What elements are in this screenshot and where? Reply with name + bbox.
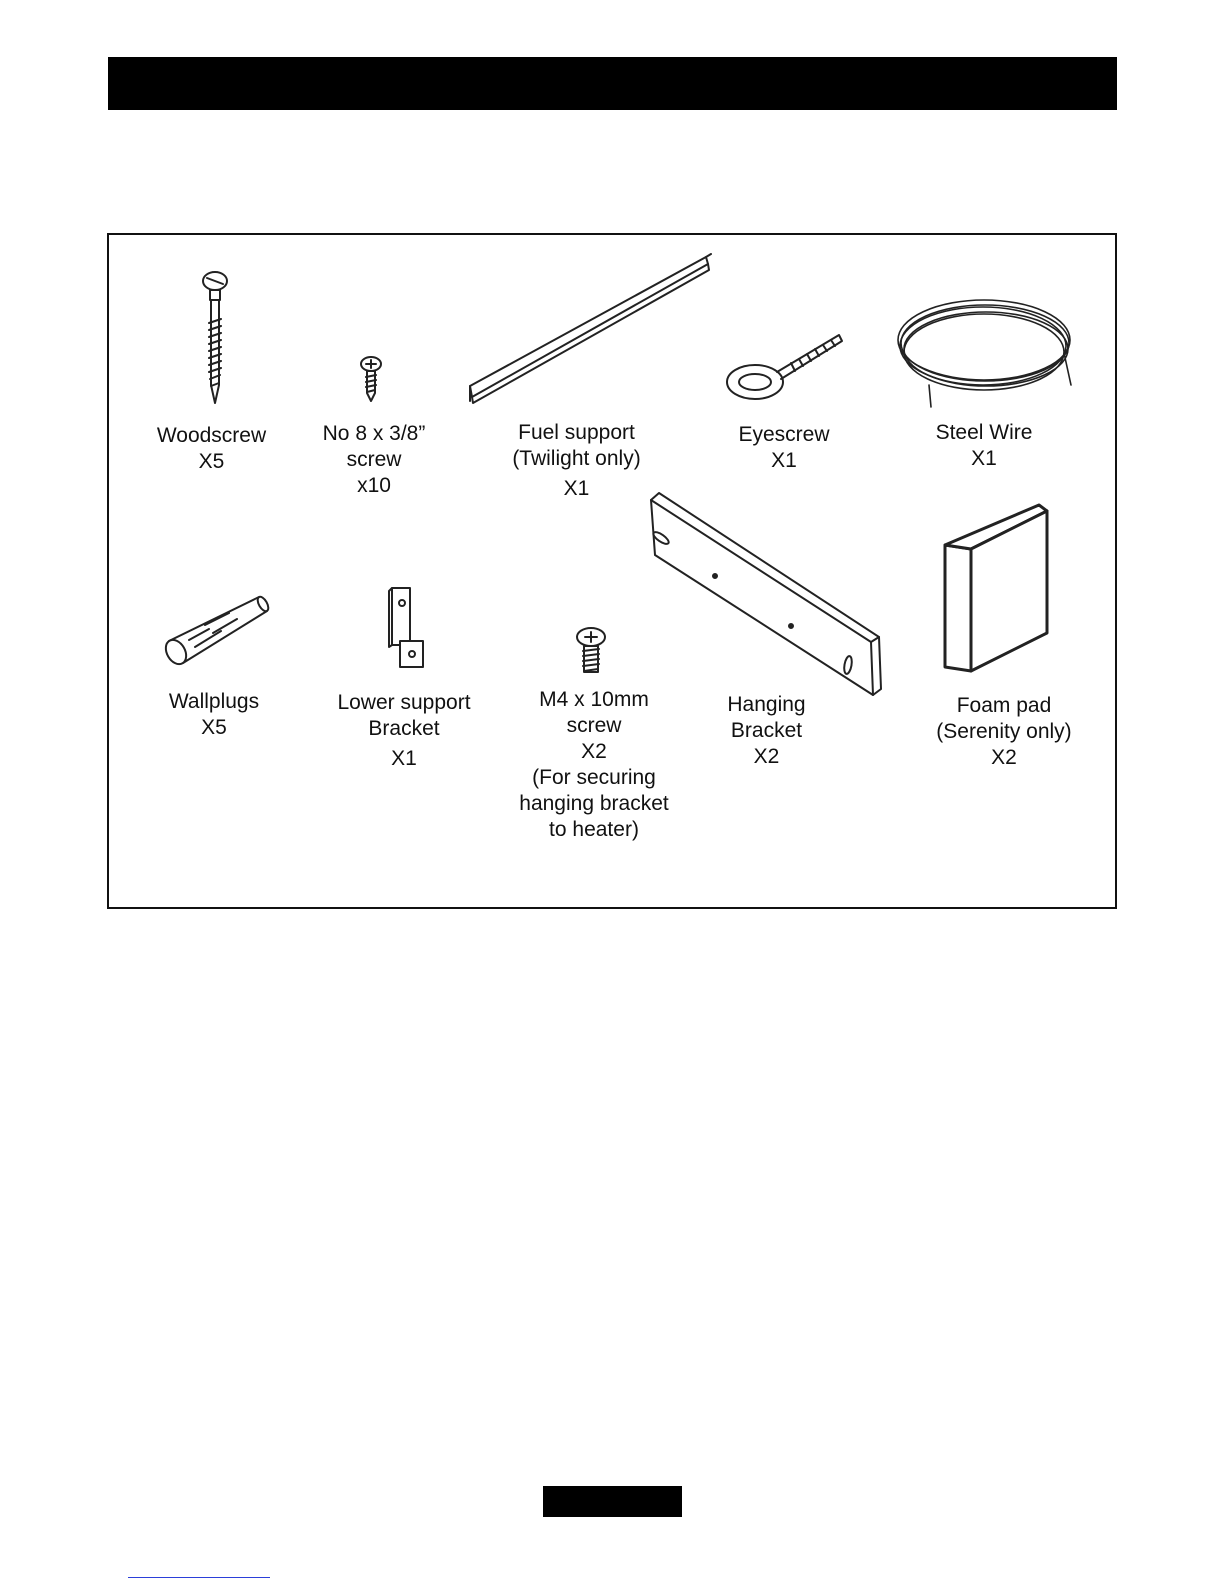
wallplugs-label: Wallplugs X5	[168, 690, 260, 739]
m4-screw-icon	[577, 628, 605, 672]
footer-link-rule	[128, 1577, 270, 1578]
fuel-support-label: Fuel support (Twilight only) X1	[512, 421, 641, 500]
wallplug-icon	[162, 595, 271, 668]
steel-wire-icon	[898, 300, 1071, 407]
lower-support-bracket-icon	[389, 588, 423, 667]
small-screw-icon	[361, 357, 381, 401]
no8-screw-label: No 8 x 3/8” screw x10	[322, 422, 426, 497]
fuel-support-icon	[470, 254, 711, 403]
woodscrew-label: Woodscrew X5	[156, 424, 267, 473]
woodscrew-icon	[203, 272, 227, 403]
lower-support-bracket-label: Lower support Bracket X1	[337, 691, 471, 770]
page-number-tab	[543, 1486, 682, 1517]
header-bar	[108, 57, 1117, 110]
hanging-bracket-icon	[651, 493, 881, 695]
parts-box	[107, 233, 1117, 909]
m4-screw-label: M4 x 10mm screw X2 (For securing hanging bracket to heater)	[519, 688, 669, 841]
eyescrew-label: Eyescrew X1	[738, 423, 830, 472]
steel-wire-label: Steel Wire X1	[935, 421, 1033, 470]
hanging-bracket-label: Hanging Bracket X2	[727, 693, 806, 768]
foam-pad-label: Foam pad (Serenity only) X2	[936, 694, 1072, 769]
foam-pad-icon	[945, 505, 1047, 671]
eyescrew-icon	[727, 335, 842, 399]
